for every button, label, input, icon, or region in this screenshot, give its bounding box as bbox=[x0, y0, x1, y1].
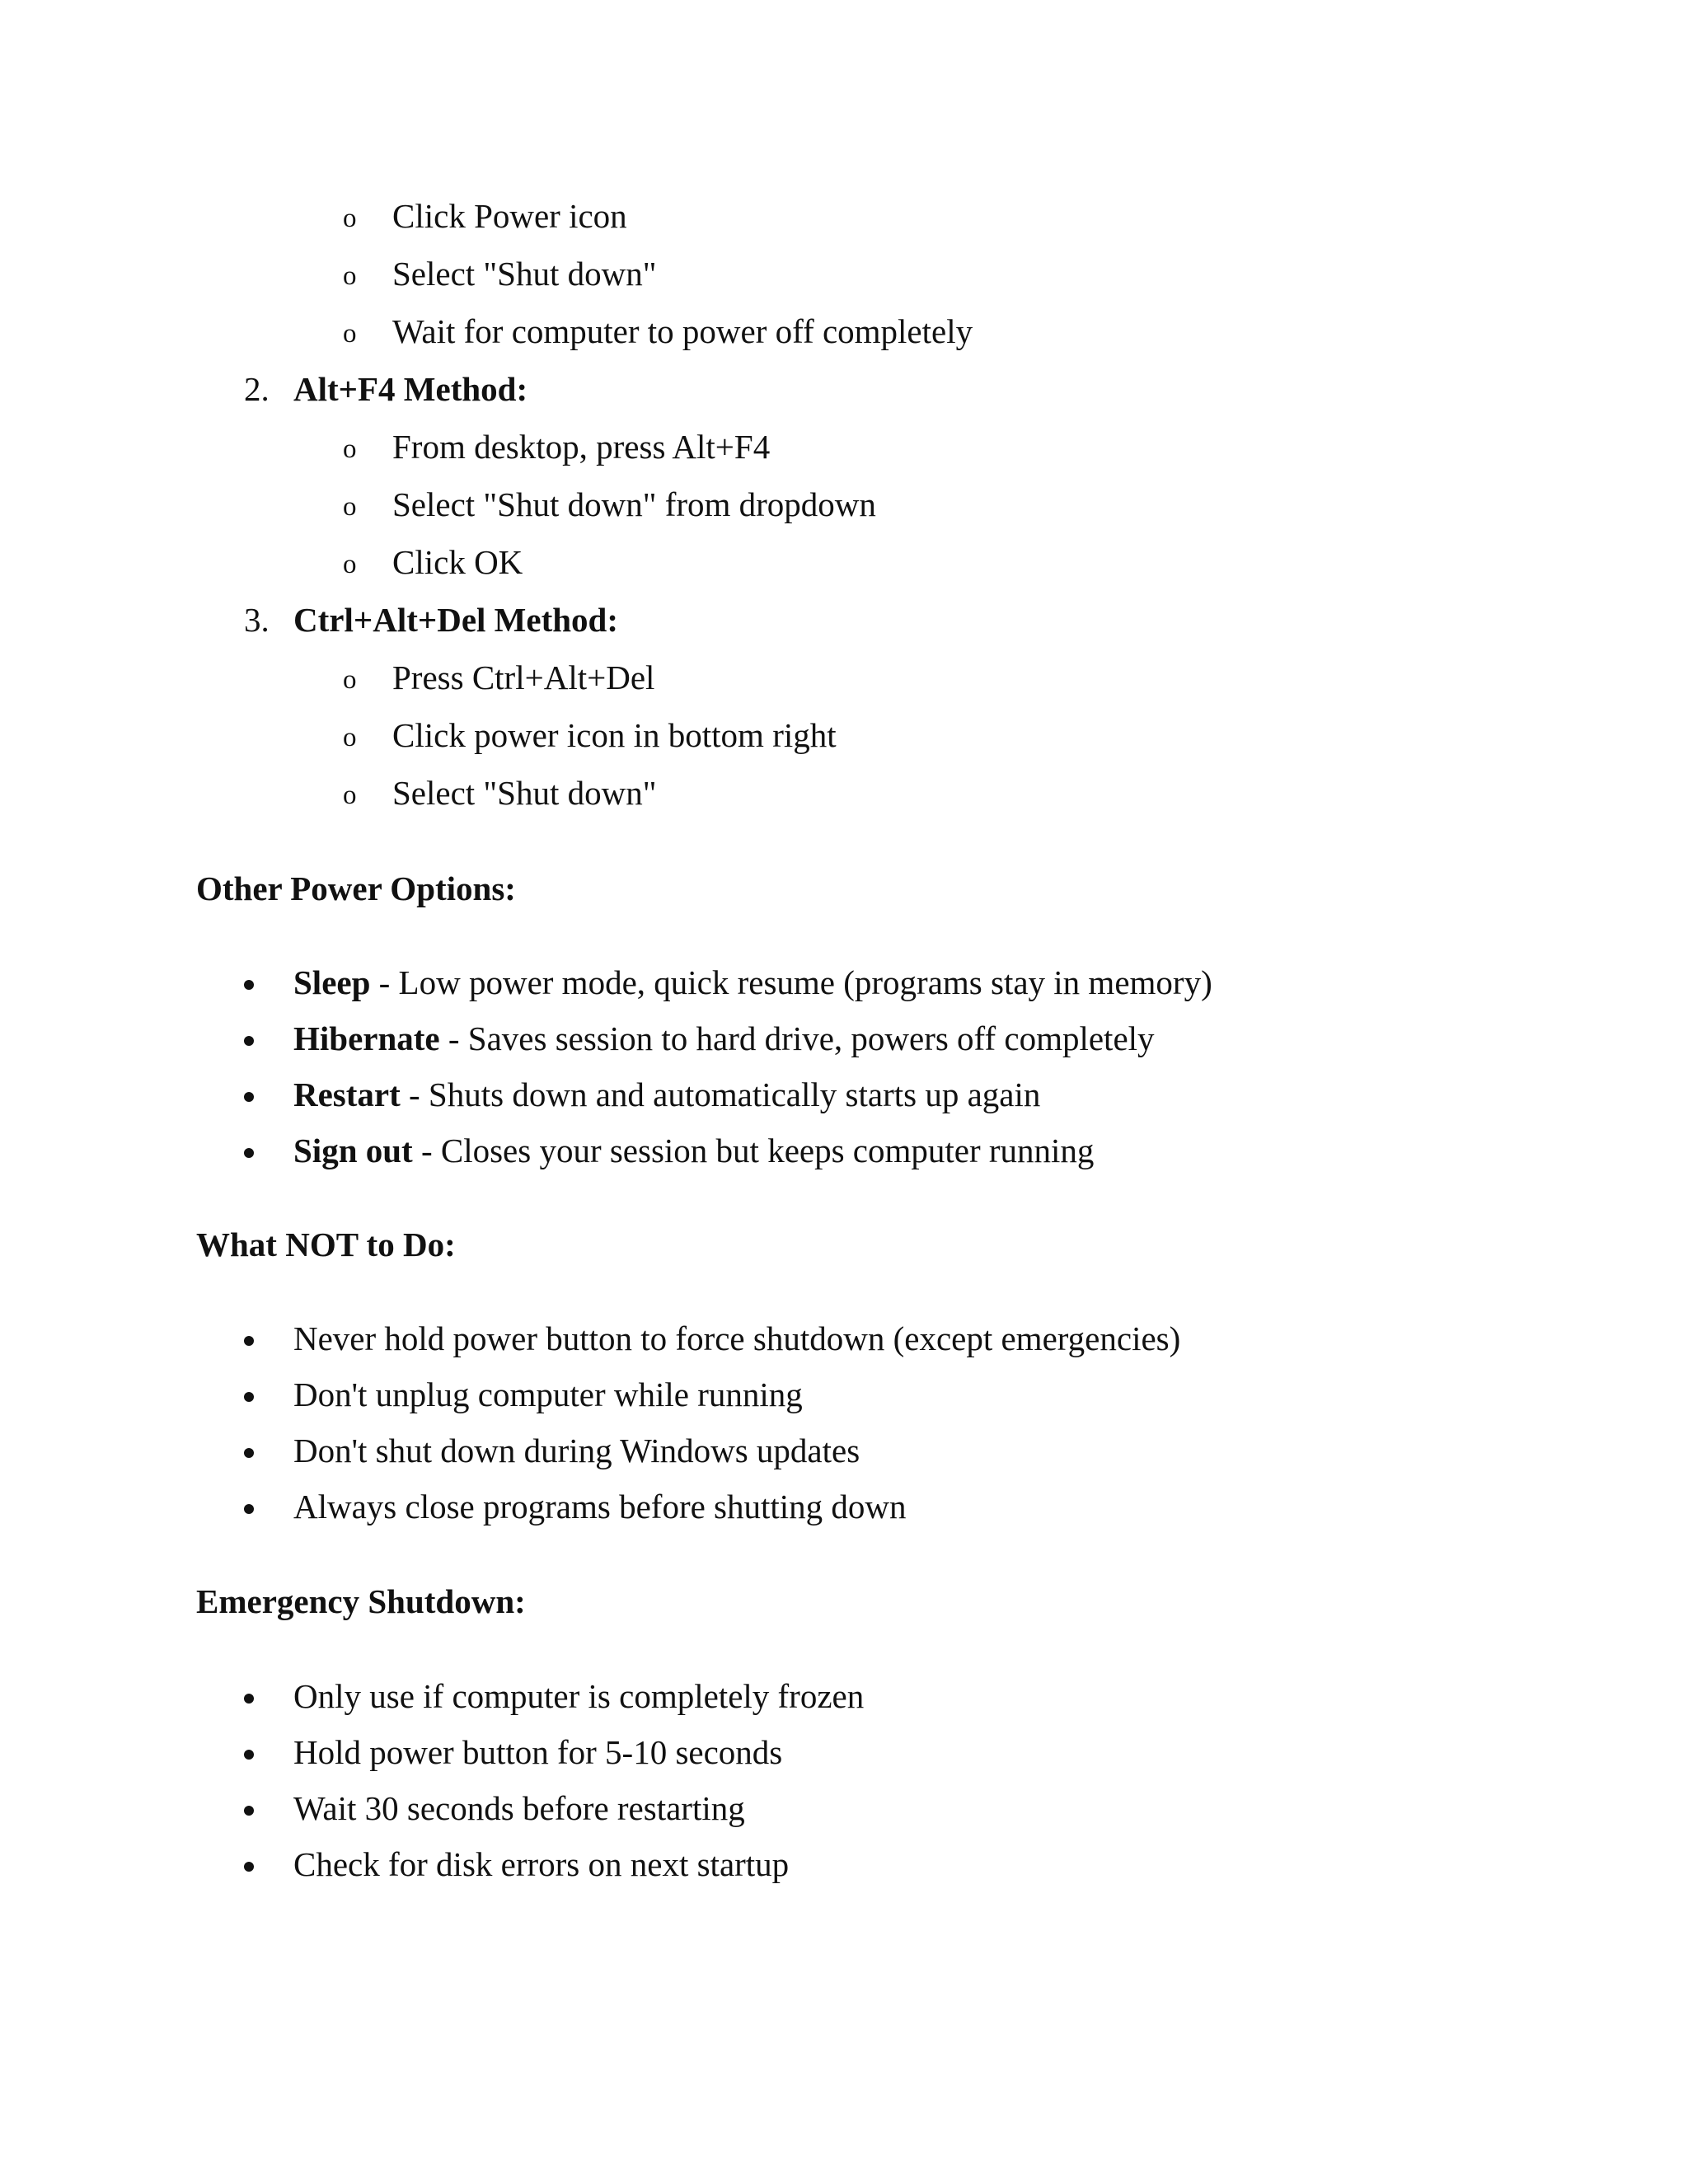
term: Sleep bbox=[293, 963, 371, 1001]
list-item: Select "Shut down" bbox=[392, 255, 657, 293]
bullet-dot bbox=[244, 1036, 254, 1046]
bullet-dot bbox=[244, 1448, 254, 1458]
bullet-dot bbox=[244, 1392, 254, 1402]
term: Restart bbox=[293, 1076, 401, 1113]
bullet-dot bbox=[244, 1504, 254, 1514]
list-item bbox=[293, 1075, 1040, 1114]
sub-bullet-marker: o bbox=[343, 434, 357, 464]
list-item bbox=[293, 963, 1212, 1002]
list-item: Always close programs before shutting down bbox=[293, 1488, 907, 1526]
bullet-dot bbox=[244, 1336, 254, 1346]
list-item bbox=[293, 1131, 1094, 1170]
bullet-dot bbox=[244, 1694, 254, 1704]
list-item bbox=[293, 1019, 1155, 1058]
bullet-dot bbox=[244, 1148, 254, 1158]
list-item: Hold power button for 5-10 seconds bbox=[293, 1733, 783, 1771]
list-item: From desktop, press Alt+F4 bbox=[392, 428, 771, 466]
list-item: Don't shut down during Windows updates bbox=[293, 1432, 860, 1469]
method-title: Alt+F4 Method: bbox=[293, 370, 528, 408]
list-item: Click Power icon bbox=[392, 197, 627, 235]
method-title: Ctrl+Alt+Del Method: bbox=[293, 601, 618, 639]
sub-bullet-marker: o bbox=[343, 492, 357, 522]
sub-bullet-marker: o bbox=[343, 319, 357, 349]
section-heading: Emergency Shutdown: bbox=[196, 1582, 526, 1620]
list-item: Click power icon in bottom right bbox=[392, 716, 837, 754]
list-item: Don't unplug computer while running bbox=[293, 1376, 803, 1413]
sub-bullet-marker: o bbox=[343, 550, 357, 579]
sub-bullet-marker: o bbox=[343, 665, 357, 695]
term-description: - Closes your session but keeps computer running bbox=[412, 1132, 1095, 1169]
sub-bullet-marker: o bbox=[343, 723, 357, 752]
bullet-dot bbox=[244, 980, 254, 990]
section-heading: What NOT to Do: bbox=[196, 1226, 456, 1263]
term: Hibernate bbox=[293, 1019, 440, 1057]
term: Sign out bbox=[293, 1132, 413, 1169]
list-item: Press Ctrl+Alt+Del bbox=[392, 658, 655, 696]
bullet-dot bbox=[244, 1092, 254, 1102]
sub-bullet-marker: o bbox=[343, 204, 357, 233]
list-item: Wait for computer to power off completely bbox=[392, 312, 973, 350]
section-heading: Other Power Options: bbox=[196, 869, 516, 907]
list-item: Click OK bbox=[392, 543, 523, 581]
term-description: - Shuts down and automatically starts up again bbox=[400, 1076, 1041, 1113]
list-item: Never hold power button to force shutdown (except emergencies) bbox=[293, 1319, 1181, 1357]
list-item: Select "Shut down" from dropdown bbox=[392, 485, 876, 523]
bullet-dot bbox=[244, 1750, 254, 1760]
list-number: 3. bbox=[244, 601, 270, 639]
sub-bullet-marker: o bbox=[343, 780, 357, 810]
list-item: Select "Shut down" bbox=[392, 774, 657, 812]
list-item: Check for disk errors on next startup bbox=[293, 1845, 790, 1883]
bullet-dot bbox=[244, 1806, 254, 1816]
list-item: Only use if computer is completely frozen bbox=[293, 1677, 865, 1715]
sub-bullet-marker: o bbox=[343, 261, 357, 291]
bullet-dot bbox=[244, 1862, 254, 1872]
list-number: 2. bbox=[244, 370, 270, 408]
term-description: - Low power mode, quick resume (programs stay in memory) bbox=[370, 963, 1212, 1001]
list-item: Wait 30 seconds before restarting bbox=[293, 1789, 745, 1827]
term-description: - Saves session to hard drive, powers off completely bbox=[439, 1019, 1155, 1057]
